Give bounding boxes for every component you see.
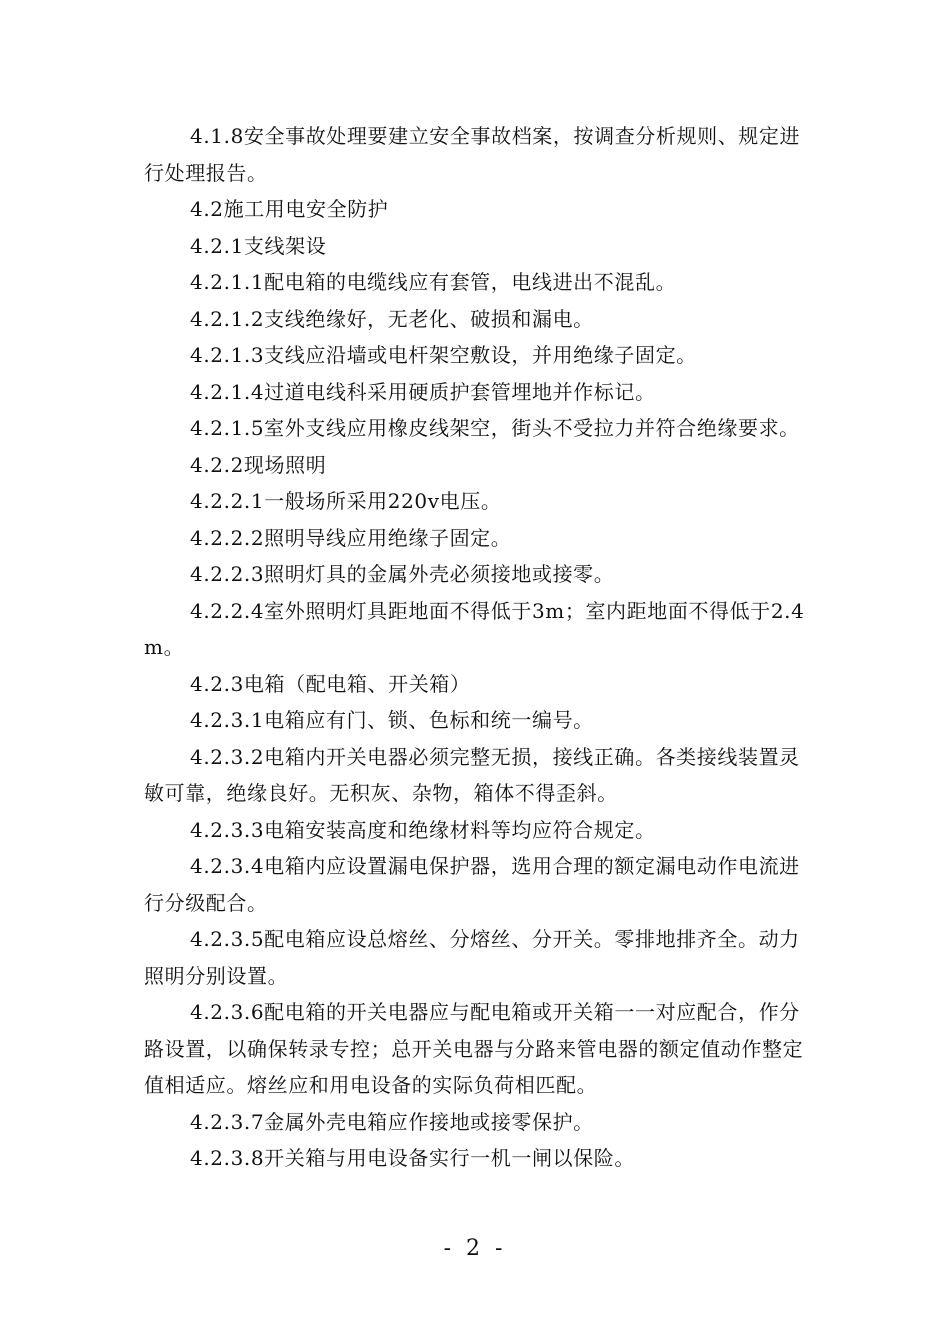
paragraph-4-2-1-4: 4.2.1.4过道电线科采用硬质护套管埋地并作标记。 bbox=[190, 379, 656, 404]
paragraph-4-2-2-4: 4.2.2.4室外照明灯具距地面不得低于3m；室内距地面不得低于2.4m。 bbox=[144, 598, 805, 659]
paragraph-4-2-1-3: 4.2.1.3支线应沿墙或电杆架空敷设，并用绝缘子固定。 bbox=[190, 343, 697, 367]
paragraph-4-2-2-2: 4.2.2.2照明导线应用绝缘子固定。 bbox=[190, 525, 512, 550]
paragraph-4-2-3-8: 4.2.3.8开关箱与用电设备实行一机一闸以保险。 bbox=[190, 1146, 635, 1170]
paragraph-4-2-3-6: 4.2.3.6配电箱的开关电器应与配电箱或开关箱一一对应配合，作分路设置，以确保转录专控；总开关电器与分路来管电器的额定值动作整定值相适应。熔丝应和用电设备的实际负荷相匹配。 bbox=[144, 1000, 804, 1097]
document-body bbox=[144, 118, 810, 1177]
paragraph-4-2-3-5: 4.2.3.5配电箱应设总熔丝、分熔丝、分开关。零排地排齐全。动力照明分别设置。 bbox=[144, 927, 800, 988]
heading-4-2-1: 4.2.1支线架设 bbox=[190, 233, 327, 258]
paragraph-4-2-1-2: 4.2.1.2支线绝缘好，无老化、破损和漏电。 bbox=[190, 306, 594, 331]
paragraph-4-2-3-4: 4.2.3.4电箱内应设置漏电保护器，选用合理的额定漏电动作电流进行分级配合。 bbox=[144, 854, 800, 915]
paragraph-4-2-3-1: 4.2.3.1电箱应有门、锁、色标和统一编号。 bbox=[190, 708, 594, 732]
paragraph-4-2-3-3: 4.2.3.3电箱安装高度和绝缘材料等均应符合规定。 bbox=[190, 817, 656, 842]
paragraph-4-2-2-1: 4.2.2.1一般场所采用220v电压。 bbox=[190, 489, 502, 513]
paragraph-4-1-8: 4.1.8安全事故处理要建立安全事故档案，按调查分析规则、规定进行处理报告。 bbox=[144, 124, 801, 185]
paragraph-4-2-3-7: 4.2.3.7金属外壳电箱应作接地或接零保护。 bbox=[190, 1109, 594, 1134]
heading-4-2-2: 4.2.2现场照明 bbox=[190, 452, 327, 477]
heading-4-2-3: 4.2.3电箱（配电箱、开关箱） bbox=[190, 671, 471, 696]
heading-4-2: 4.2施工用电安全防护 bbox=[190, 197, 389, 221]
paragraph-4-2-1-1: 4.2.1.1配电箱的电缆线应有套管，电线进出不混乱。 bbox=[190, 270, 677, 294]
paragraph-4-2-2-3: 4.2.2.3照明灯具的金属外壳必须接地或接零。 bbox=[190, 562, 615, 586]
paragraph-4-2-3-2: 4.2.3.2电箱内开关电器必须完整无损，接线正确。各类接线装置灵敏可靠，绝缘良好。无积灰、杂物，箱体不得歪斜。 bbox=[144, 744, 800, 805]
page-number: - 2 - bbox=[443, 1236, 507, 1261]
paragraph-4-2-1-5: 4.2.1.5室外支线应用橡皮线架空，街头不受拉力并符合绝缘要求。 bbox=[190, 416, 800, 440]
